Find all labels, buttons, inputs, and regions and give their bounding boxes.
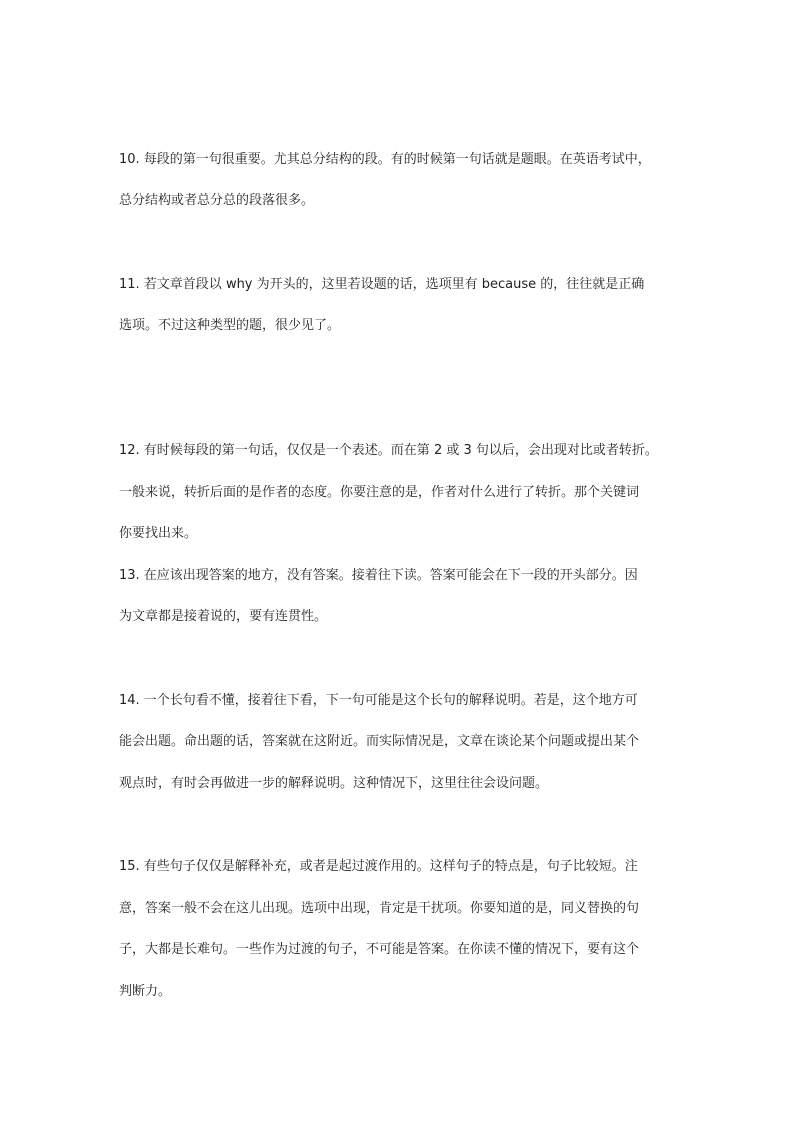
paragraph-13-line-2: 为文章都是接着说的，要有连贯性。 [119,609,328,624]
paragraph-12-line-1: 12. 有时候每段的第一句话，仅仅是一个表述。而在第 2 或 3 句以后，会出现对比或者转折。 [119,443,658,458]
paragraph-13-line-1: 13. 在应该出现答案的地方，没有答案。接着往下读。答案可能会在下一段的开头部分。因 [119,568,638,583]
paragraph-10-line-2: 总分结构或者总分总的段落很多。 [119,193,315,208]
paragraph-14-line-1: 14. 一个长句看不懂，接着往下看，下一句可能是这个长句的解释说明。若是，这个地方可 [119,693,638,708]
paragraph-14-line-3: 观点时，有时会再做进一步的解释说明。这种情况下，这里往往会设问题。 [119,776,549,791]
paragraph-15-line-1: 15. 有些句子仅仅是解释补充，或者是起过渡作用的。这样句子的特点是，句子比较短。注 [119,859,638,874]
paragraph-15-line-4: 判断力。 [119,984,172,999]
paragraph-14-line-2: 能会出题。命出题的话，答案就在这附近。而实际情况是，文章在谈论某个问题或提出某个 [119,734,640,749]
paragraph-10-line-1: 10. 每段的第一句很重要。尤其总分结构的段。有的时候第一句话就是题眼。在英语考试中， [119,152,651,167]
paragraph-11-line-1: 11. 若文章首段以 why 为开头的，这里若设题的话，选项里有 because 的，往往就是正确 [119,277,645,292]
paragraph-15-line-2: 意，答案一般不会在这儿出现。选项中出现，肯定是干扰项。你要知道的是，同义替换的句 [119,901,640,916]
paragraph-12-line-2: 一般来说，转折后面的是作者的态度。你要注意的是，作者对什么进行了转折。那个关键词 [119,485,640,500]
paragraph-11-line-2: 选项。不过这种类型的题，很少见了。 [119,318,341,333]
paragraph-15-line-3: 子，大都是长难句。一些作为过渡的句子，不可能是答案。在你读不懂的情况下，要有这个 [119,942,640,957]
paragraph-12-line-3: 你要找出来。 [119,526,198,541]
